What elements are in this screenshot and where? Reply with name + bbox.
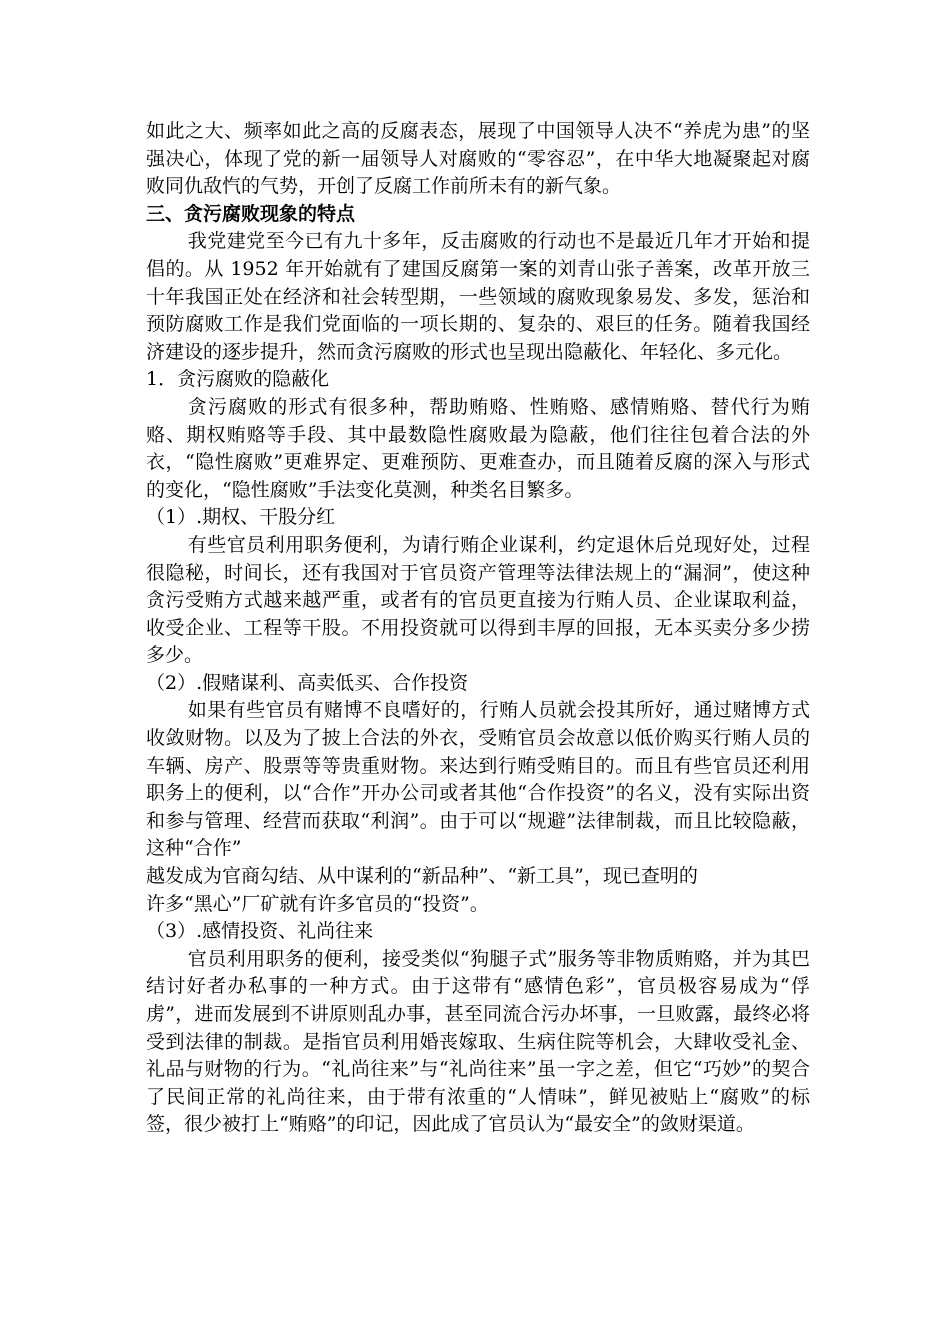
item-1-text: 有些官员利用职务便利，为请行贿企业谋利，约定退休后兑现好处，过程很隐秘，时间长，还有我国对于官员资产管理等法律法规上的“漏洞”，使这种贪污受贿方式越来越严重，或者有的官员更直接为行贿人员、企业谋取利益，收受企业、工程等干股。不用投资就可以得到丰厚的回报，无本买卖分多少捞多少。 (146, 533, 810, 667)
item-2-heading: （2）.假赌谋利、高卖低买、合作投资 (146, 671, 469, 694)
item-3-heading: （3）.感情投资、礼尚往来 (146, 920, 374, 943)
paragraph-hidden: 贪污腐败的形式有很多种，帮助贿赂、性贿赂、感情贿赂、替代行为贿赂、期权贿赂等手段、其中最数隐性腐败最为隐蔽，他们往往包着合法的外衣，“隐性腐败”更难界定、更难预防、更难查办，而且随着反腐的深入与形式的变化，“隐性腐败”手法变化莫测，种类名目繁多。 (146, 395, 810, 501)
item-2-continuation-1: 越发成为官商勾结、从中谋利的“新品种”、“新工具”，现已查明的 (146, 865, 698, 888)
paragraph-history: 我党建党至今已有九十多年，反击腐败的行动也不是最近几年才开始和提倡的。从 1952 年开始就有了建国反腐第一案的刘青山张子善案，改革开放三十年我国正处在经济和社会转型期，一些领域的腐败现象易发、多发，惩治和预防腐败工作是我们党面临的一项长期的、复杂的、艰巨的任务。随着我国经济建设的逐步提升，然而贪污腐败的形式也呈现出隐蔽化、年轻化、多元化。 (146, 230, 810, 363)
item-2-text: 如果有些官员有赌博不良嗜好的，行贿人员就会投其所好，通过赌博方式收敛财物。以及为了披上合法的外衣，受贿官员会故意以低价购买行贿人员的车辆、房产、股票等等贵重财物。来达到行贿受贿目的。而且有些官员还利用职务上的便利，以“合作”开办公司或者其他“合作投资”的名义，没有实际出资和参与管理、经营而获取“利润”。由于可以“规避”法律制裁，而且比较隐蔽，这种“合作” (146, 699, 810, 860)
paragraph-intro-tail: 如此之大、频率如此之高的反腐表态，展现了中国领导人决不“养虎为患”的坚强决心，体现了党的新一届领导人对腐败的“零容忍”，在中华大地凝聚起对腐败同仇敌忾的气势，开创了反腐工作前所未有的新气象。 (146, 120, 810, 198)
item-2-continuation-2: 许多“黑心”厂矿就有许多官员的“投资”。 (146, 892, 489, 915)
item-3-text: 官员利用职务的便利，接受类似“狗腿子式”服务等非物质贿赂，并为其巴结讨好者办私事的一种方式。由于这带有“感情色彩”，官员极容易成为“俘虏”，进而发展到不讲原则乱办事，甚至同流合污办坏事，一旦败露，最终必将受到法律的制裁。是指官员利用婚丧嫁取、生病住院等机会，大肆收受礼金、礼品与财物的行为。“礼尚往来”与“礼尚往来”虽一字之差，但它“巧妙”的契合了民间正常的礼尚往来，由于带有浓重的“人情味”，鲜见被贴上“腐败”的标签，很少被打上“贿赂”的印记，因此成了官员认为“最安全”的敛财渠道。 (146, 947, 810, 1136)
item-1-heading: （1）.期权、干股分红 (146, 506, 336, 529)
document-page (146, 118, 810, 1139)
subheading-hidden: 1．贪污腐败的隐蔽化 (146, 368, 330, 391)
section-heading: 三、贪污腐败现象的特点 (146, 202, 356, 225)
